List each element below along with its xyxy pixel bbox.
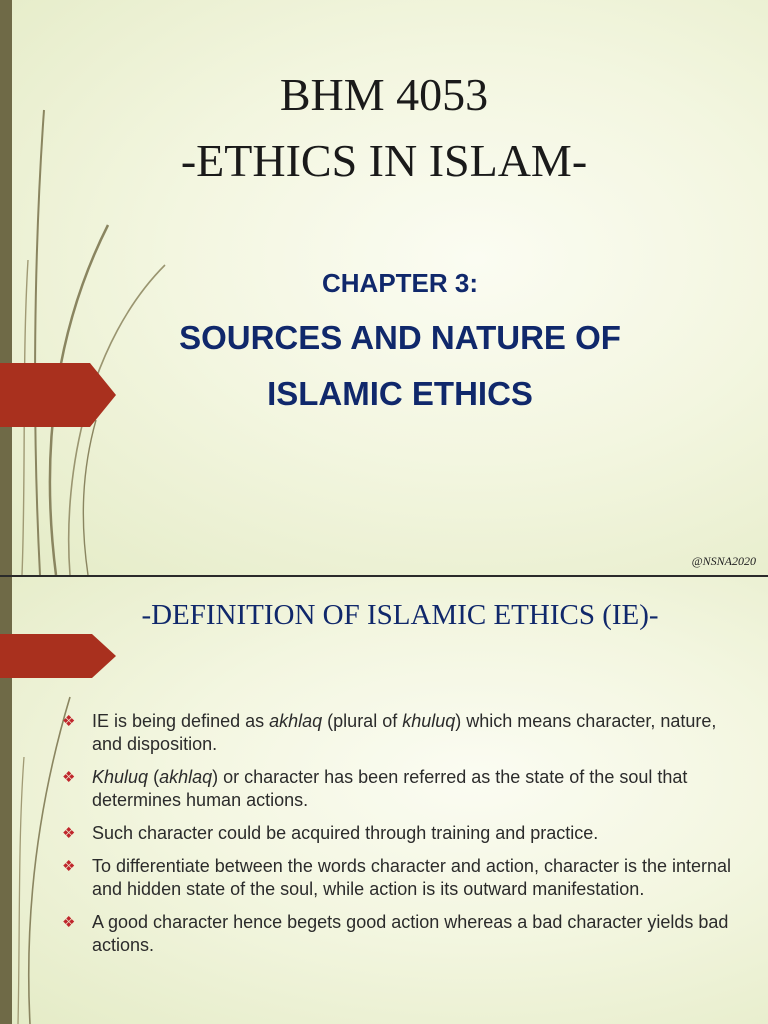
- chapter-subtitle-line2: ISLAMIC ETHICS: [267, 375, 533, 412]
- slide-title: -DEFINITION OF ISLAMIC ETHICS (IE)-: [141, 599, 659, 631]
- definition-bullet-list: [62, 710, 742, 967]
- red-arrow-icon: [0, 634, 118, 678]
- list-item: ❖ Khuluq (akhlaq) or character has been referred as the state of the soul that determines human actions.: [62, 767, 688, 810]
- list-item: ❖ A good character hence begets good action whereas a bad character yields bad actions.: [62, 912, 729, 955]
- bullet-icon: ❖: [62, 713, 76, 730]
- bullet-icon: ❖: [62, 769, 76, 786]
- chapter-subtitle-line1: SOURCES AND NATURE OF: [179, 319, 621, 356]
- course-code: BHM 4053: [279, 69, 489, 120]
- bullet-icon: ❖: [62, 858, 76, 875]
- list-item: ❖ To differentiate between the words character and action, character is the internal and hidden state of the soul, while action is its outward manifestation.: [62, 856, 732, 899]
- definition-slide: [0, 577, 768, 1024]
- chapter-label: CHAPTER 3:: [321, 268, 478, 298]
- list-item: ❖ IE is being defined as akhlaq (plural of khuluq) which means character, nature, and disposition.: [62, 711, 717, 754]
- course-title: -ETHICS IN ISLAM-: [180, 135, 588, 186]
- bullet-icon: ❖: [62, 914, 76, 931]
- bullet-icon: ❖: [62, 825, 76, 842]
- list-item: ❖ Such character could be acquired through training and practice.: [62, 823, 599, 843]
- author-signature: @NSNA2020: [691, 554, 756, 568]
